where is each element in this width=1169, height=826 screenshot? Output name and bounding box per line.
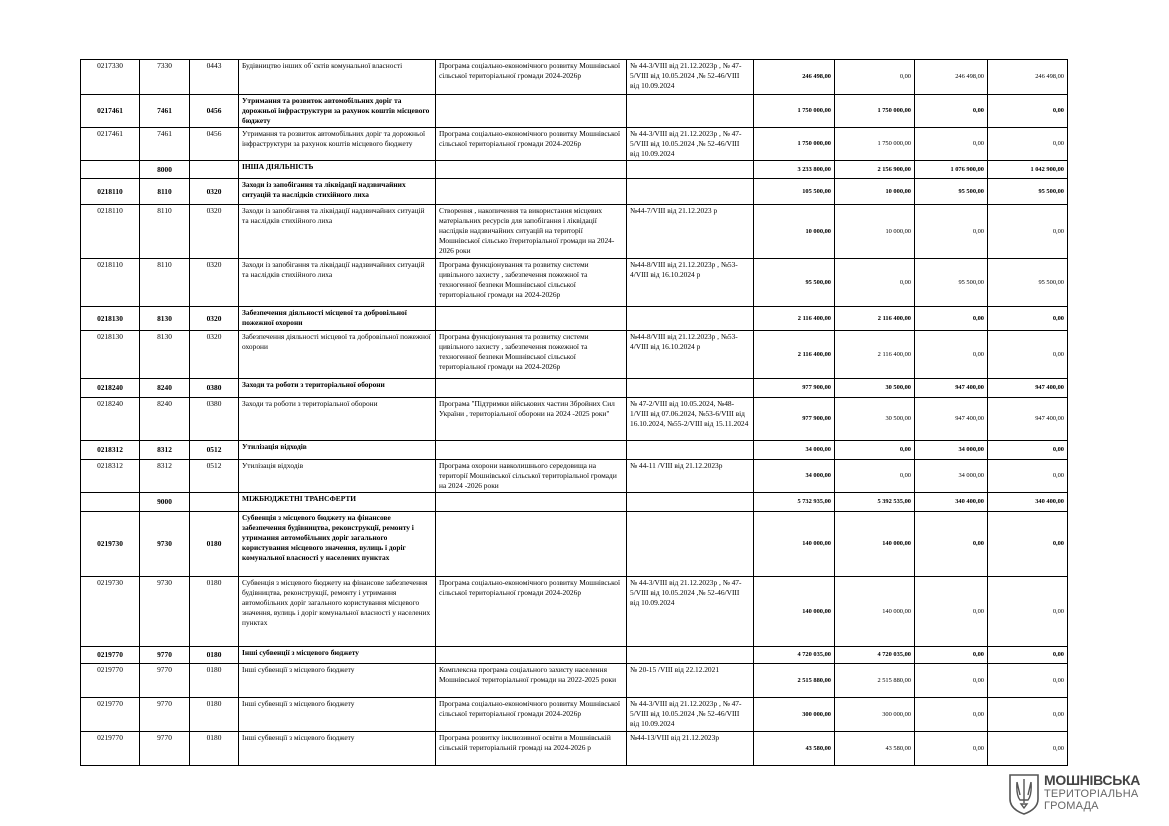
function-code: 0380 <box>190 398 239 441</box>
expense-name: Заходи із запобігання та ліквідації надзвичайних ситуацій та наслідків стихійного лиха <box>239 205 436 259</box>
council-decision: №44-8/VIII від 21.12.2023р , №53-4/VIII від 16.10.2024 р <box>627 259 754 307</box>
budget-code: 0219730 <box>81 512 140 577</box>
total-amount: 105 500,00 <box>754 179 835 205</box>
expense-name: Заходи із запобігання та ліквідації надзвичайних ситуацій та наслідків стихійного лиха <box>239 259 436 307</box>
development-budget-amount: 0,00 <box>988 512 1068 577</box>
program-name: Програма соціально-економічного розвитку Мошнівської сільської територіальної громади 2024-2026р <box>436 577 627 647</box>
function-code: 0456 <box>190 95 239 128</box>
expense-name: Забезпечення діяльності місцевої та добровільної пожежної охорони <box>239 331 436 379</box>
table-row <box>81 161 1068 179</box>
table-row <box>81 698 1068 732</box>
development-budget-amount: 0,00 <box>988 331 1068 379</box>
council-decision: № 44-3/VIII від 21.12.2023р , № 47-5/VIII від 10.05.2024 ,№ 52-46/VIII від 10.09.2024 <box>627 698 754 732</box>
development-budget-amount: 0,00 <box>988 664 1068 698</box>
expense-name: Утилізація відходів <box>239 460 436 493</box>
function-code: 0320 <box>190 179 239 205</box>
development-budget-amount: 95 500,00 <box>988 259 1068 307</box>
budget-code <box>81 493 140 512</box>
table-row <box>81 379 1068 398</box>
function-code: 0320 <box>190 331 239 379</box>
function-code <box>190 493 239 512</box>
special-fund-amount: 0,00 <box>915 205 988 259</box>
program-code: 9770 <box>140 647 190 664</box>
general-fund-amount: 2 515 880,00 <box>835 664 915 698</box>
total-amount: 2 116 400,00 <box>754 307 835 331</box>
development-budget-amount: 947 400,00 <box>988 379 1068 398</box>
expense-name: Субвенція з місцевого бюджету на фінансове забезпечення будівництва, реконструкції, ремонту і утримання автомобільних доріг загального користування місцевого значення, вулиць і доріг комунальної власності у населених пунктах <box>239 577 436 647</box>
program-code: 8130 <box>140 307 190 331</box>
special-fund-amount: 34 000,00 <box>915 441 988 460</box>
program-name <box>436 379 627 398</box>
budget-code: 0219770 <box>81 647 140 664</box>
special-fund-amount: 0,00 <box>915 128 988 161</box>
total-amount: 95 500,00 <box>754 259 835 307</box>
development-budget-amount: 1 042 900,00 <box>988 161 1068 179</box>
table-row <box>81 577 1068 647</box>
program-name: Створення , накопичення та використання місцевих матеріальних ресурсів для запобігання і ліквідації наслідків надзвичайних ситуацій на території Мошнівської сільсько їтериторіальної громади на 2024-2026 роки <box>436 205 627 259</box>
development-budget-amount: 0,00 <box>988 307 1068 331</box>
general-fund-amount: 140 000,00 <box>835 512 915 577</box>
general-fund-amount: 0,00 <box>835 259 915 307</box>
table-row <box>81 441 1068 460</box>
budget-code: 0217461 <box>81 128 140 161</box>
general-fund-amount: 140 000,00 <box>835 577 915 647</box>
council-decision: №44-13/VIII від 21.12.2023р <box>627 732 754 766</box>
expense-name: Утилізація відходів <box>239 441 436 460</box>
general-fund-amount: 2 116 400,00 <box>835 307 915 331</box>
function-code: 0180 <box>190 732 239 766</box>
council-decision: № 47-2/VIII від 10.05.2024, №48-1/VIII від 07.06.2024, №53-6/VIII від 16.10.2024, №55-2/VIII від 15.11.2024 <box>627 398 754 441</box>
program-code: 8312 <box>140 460 190 493</box>
expense-name: Інші субвенції з місцевого бюджету <box>239 732 436 766</box>
table-row <box>81 493 1068 512</box>
council-decision <box>627 307 754 331</box>
special-fund-amount: 0,00 <box>915 647 988 664</box>
function-code: 0512 <box>190 441 239 460</box>
general-fund-amount: 30 500,00 <box>835 398 915 441</box>
expense-name: ІНША ДІЯЛЬНІСТЬ <box>239 161 436 179</box>
council-decision <box>627 493 754 512</box>
program-code: 9730 <box>140 577 190 647</box>
council-decision <box>627 512 754 577</box>
program-code: 8110 <box>140 179 190 205</box>
expense-name: Заходи та роботи з територіальної оборони <box>239 398 436 441</box>
general-fund-amount: 2 156 900,00 <box>835 161 915 179</box>
budget-code: 0219730 <box>81 577 140 647</box>
program-code: 8130 <box>140 331 190 379</box>
expense-name: Забезпечення діяльності місцевої та добровільної пожежної охорони <box>239 307 436 331</box>
general-fund-amount: 30 500,00 <box>835 379 915 398</box>
general-fund-amount: 43 580,00 <box>835 732 915 766</box>
total-amount: 10 000,00 <box>754 205 835 259</box>
function-code: 0456 <box>190 128 239 161</box>
general-fund-amount: 0,00 <box>835 60 915 95</box>
general-fund-amount: 1 750 000,00 <box>835 95 915 128</box>
development-budget-amount: 947 400,00 <box>988 398 1068 441</box>
program-code: 8312 <box>140 441 190 460</box>
council-decision <box>627 95 754 128</box>
council-decision: № 44-3/VIII від 21.12.2023р , № 47-5/VIII від 10.05.2024 ,№ 52-46/VIII від 10.09.2024 <box>627 577 754 647</box>
program-code: 9000 <box>140 493 190 512</box>
development-budget-amount: 0,00 <box>988 441 1068 460</box>
special-fund-amount: 0,00 <box>915 307 988 331</box>
development-budget-amount: 0,00 <box>988 698 1068 732</box>
council-decision <box>627 161 754 179</box>
logo-subtitle: ТЕРИТОРІАЛЬНА <box>1044 788 1139 800</box>
total-amount: 246 498,00 <box>754 60 835 95</box>
program-name <box>436 647 627 664</box>
program-name: Програма охорони навколишнього середовища на території Мошнівської сільської територіальної громади на 2024 -2026 роки <box>436 460 627 493</box>
development-budget-amount: 0,00 <box>988 577 1068 647</box>
program-name: Програма функціонування та розвитку системи цивільного захисту , забезпечення пожежної та техногенної безпеки Мошнівської сільської територіальної громади на 2024-2026р <box>436 331 627 379</box>
program-name <box>436 161 627 179</box>
general-fund-amount: 1 750 000,00 <box>835 128 915 161</box>
special-fund-amount: 947 400,00 <box>915 398 988 441</box>
special-fund-amount: 0,00 <box>915 664 988 698</box>
total-amount: 977 900,00 <box>754 379 835 398</box>
table-row <box>81 205 1068 259</box>
table-row <box>81 95 1068 128</box>
expense-name: Будівництво інших об`єктів комунальної власності <box>239 60 436 95</box>
development-budget-amount: 0,00 <box>988 647 1068 664</box>
program-code: 7461 <box>140 95 190 128</box>
special-fund-amount: 947 400,00 <box>915 379 988 398</box>
program-code: 9770 <box>140 664 190 698</box>
development-budget-amount: 0,00 <box>988 128 1068 161</box>
function-code: 0443 <box>190 60 239 95</box>
general-fund-amount: 0,00 <box>835 441 915 460</box>
program-code: 8110 <box>140 205 190 259</box>
development-budget-amount: 0,00 <box>988 732 1068 766</box>
special-fund-amount: 340 400,00 <box>915 493 988 512</box>
table-row <box>81 259 1068 307</box>
council-decision: № 44-11 /VIII від 21.12.2023р <box>627 460 754 493</box>
program-code: 8240 <box>140 398 190 441</box>
budget-code: 0218130 <box>81 307 140 331</box>
expense-name: Утримання та розвиток автомобільних доріг та дорожньої інфраструктури за рахунок коштів місцевого бюджету <box>239 95 436 128</box>
general-fund-amount: 2 116 400,00 <box>835 331 915 379</box>
budget-code: 0219770 <box>81 664 140 698</box>
expense-name: Утримання та розвиток автомобільних доріг та дорожньої інфраструктури за рахунок коштів місцевого бюджету <box>239 128 436 161</box>
general-fund-amount: 0,00 <box>835 460 915 493</box>
program-name <box>436 95 627 128</box>
budget-code: 0218110 <box>81 259 140 307</box>
expense-name: Інші субвенції з місцевого бюджету <box>239 698 436 732</box>
council-decision <box>627 647 754 664</box>
program-code: 7461 <box>140 128 190 161</box>
program-name: Програма розвитку інклюзивної освіти в Мошнівській сільській територіальній громаді на 2024-2026 р <box>436 732 627 766</box>
special-fund-amount: 0,00 <box>915 732 988 766</box>
council-decision <box>627 441 754 460</box>
special-fund-amount: 246 498,00 <box>915 60 988 95</box>
budget-code: 0219770 <box>81 732 140 766</box>
function-code: 0180 <box>190 664 239 698</box>
development-budget-amount: 0,00 <box>988 205 1068 259</box>
program-code: 8240 <box>140 379 190 398</box>
special-fund-amount: 0,00 <box>915 512 988 577</box>
total-amount: 2 116 400,00 <box>754 331 835 379</box>
council-decision: № 20-15 /VIII від 22.12.2021 <box>627 664 754 698</box>
general-fund-amount: 10 000,00 <box>835 205 915 259</box>
program-name: Програма соціально-економічного розвитку Мошнівської сільської територіальної громади 2024-2026р <box>436 60 627 95</box>
special-fund-amount: 0,00 <box>915 95 988 128</box>
function-code: 0180 <box>190 647 239 664</box>
budget-code: 0218240 <box>81 379 140 398</box>
table-row <box>81 60 1068 95</box>
total-amount: 300 000,00 <box>754 698 835 732</box>
function-code <box>190 161 239 179</box>
program-name <box>436 512 627 577</box>
program-name: Програма соціально-економічного розвитку Мошнівської сільської територіальної громади 2024-2026р <box>436 128 627 161</box>
function-code: 0180 <box>190 698 239 732</box>
table-row <box>81 331 1068 379</box>
program-name: Програма "Підтримки військових частин Збройних Сил України , територіальної оборони на 2024 -2025 роки" <box>436 398 627 441</box>
council-decision: №44-8/VIII від 21.12.2023р , №53-4/VIII від 16.10.2024 р <box>627 331 754 379</box>
general-fund-amount: 300 000,00 <box>835 698 915 732</box>
program-name <box>436 441 627 460</box>
special-fund-amount: 95 500,00 <box>915 259 988 307</box>
program-code: 8110 <box>140 259 190 307</box>
function-code: 0320 <box>190 259 239 307</box>
table-row <box>81 647 1068 664</box>
special-fund-amount: 34 000,00 <box>915 460 988 493</box>
table-row <box>81 460 1068 493</box>
development-budget-amount: 0,00 <box>988 95 1068 128</box>
total-amount: 140 000,00 <box>754 512 835 577</box>
table-row <box>81 128 1068 161</box>
council-decision <box>627 179 754 205</box>
special-fund-amount: 0,00 <box>915 331 988 379</box>
function-code: 0512 <box>190 460 239 493</box>
general-fund-amount: 10 000,00 <box>835 179 915 205</box>
council-decision: № 44-3/VIII від 21.12.2023р , № 47-5/VIII від 10.05.2024 ,№ 52-46/VIII від 10.09.2024 <box>627 128 754 161</box>
development-budget-amount: 95 500,00 <box>988 179 1068 205</box>
council-decision <box>627 379 754 398</box>
budget-code: 0219770 <box>81 698 140 732</box>
trident-coat-of-arms-icon <box>1008 773 1040 815</box>
budget-code: 0218312 <box>81 441 140 460</box>
table-row <box>81 664 1068 698</box>
logo-title: МОШНІВСЬКА <box>1044 772 1141 788</box>
table-row <box>81 398 1068 441</box>
function-code: 0320 <box>190 307 239 331</box>
budget-table <box>80 59 1068 766</box>
budget-code: 0218110 <box>81 179 140 205</box>
budget-code: 0217461 <box>81 95 140 128</box>
total-amount: 1 750 000,00 <box>754 95 835 128</box>
program-code: 9770 <box>140 698 190 732</box>
total-amount: 5 732 935,00 <box>754 493 835 512</box>
program-code: 9730 <box>140 512 190 577</box>
total-amount: 3 233 800,00 <box>754 161 835 179</box>
program-name <box>436 307 627 331</box>
expense-name: Заходи та роботи з територіальної оборони <box>239 379 436 398</box>
logo-subtitle-2: ГРОМАДА <box>1044 800 1099 812</box>
total-amount: 2 515 880,00 <box>754 664 835 698</box>
table-row <box>81 512 1068 577</box>
program-code: 8000 <box>140 161 190 179</box>
total-amount: 140 000,00 <box>754 577 835 647</box>
program-code: 7330 <box>140 60 190 95</box>
special-fund-amount: 0,00 <box>915 698 988 732</box>
budget-code: 0218240 <box>81 398 140 441</box>
total-amount: 34 000,00 <box>754 460 835 493</box>
budget-code: 0218312 <box>81 460 140 493</box>
program-code: 9770 <box>140 732 190 766</box>
development-budget-amount: 340 400,00 <box>988 493 1068 512</box>
council-decision: № 44-3/VIII від 21.12.2023р , № 47-5/VIII від 10.05.2024 ,№ 52-46/VIII від 10.09.2024 <box>627 60 754 95</box>
budget-code <box>81 161 140 179</box>
special-fund-amount: 95 500,00 <box>915 179 988 205</box>
program-name <box>436 493 627 512</box>
council-decision: №44-7/VIII від 21.12.2023 р <box>627 205 754 259</box>
function-code: 0380 <box>190 379 239 398</box>
budget-code: 0217330 <box>81 60 140 95</box>
budget-code: 0218110 <box>81 205 140 259</box>
table-row <box>81 732 1068 766</box>
table-row <box>81 179 1068 205</box>
total-amount: 4 720 035,00 <box>754 647 835 664</box>
program-name <box>436 179 627 205</box>
general-fund-amount: 5 392 535,00 <box>835 493 915 512</box>
budget-code: 0218130 <box>81 331 140 379</box>
program-name: Програма функціонування та розвитку системи цивільного захисту , забезпечення пожежної та техногенної безпеки Мошнівської сільської територіальної громади на 2024-2026р <box>436 259 627 307</box>
expense-name: Заходи із запобігання та ліквідації надзвичайних ситуацій та наслідків стихійного лиха <box>239 179 436 205</box>
function-code: 0180 <box>190 512 239 577</box>
table-row <box>81 307 1068 331</box>
expense-name: МІЖБЮДЖЕТНІ ТРАНСФЕРТИ <box>239 493 436 512</box>
development-budget-amount: 0,00 <box>988 460 1068 493</box>
expense-name: Субвенція з місцевого бюджету на фінансове забезпечення будівництва, реконструкції, ремонту і утримання автомобільних доріг загального користування місцевого значення, вулиць і доріг комунальної власності у населених пунктах <box>239 512 436 577</box>
special-fund-amount: 0,00 <box>915 577 988 647</box>
function-code: 0320 <box>190 205 239 259</box>
general-fund-amount: 4 720 035,00 <box>835 647 915 664</box>
total-amount: 34 000,00 <box>754 441 835 460</box>
program-name: Програма соціально-економічного розвитку Мошнівської сільської територіальної громади 2024-2026р <box>436 698 627 732</box>
program-name: Комплексна програма соціального захисту населення Мошнівської територіальної громади на 2022-2025 роки <box>436 664 627 698</box>
total-amount: 977 900,00 <box>754 398 835 441</box>
total-amount: 1 750 000,00 <box>754 128 835 161</box>
expense-name: Інші субвенції з місцевого бюджету <box>239 647 436 664</box>
total-amount: 43 580,00 <box>754 732 835 766</box>
function-code: 0180 <box>190 577 239 647</box>
community-logo <box>1008 771 1158 817</box>
expense-name: Інші субвенції з місцевого бюджету <box>239 664 436 698</box>
special-fund-amount: 1 076 900,00 <box>915 161 988 179</box>
development-budget-amount: 246 498,00 <box>988 60 1068 95</box>
